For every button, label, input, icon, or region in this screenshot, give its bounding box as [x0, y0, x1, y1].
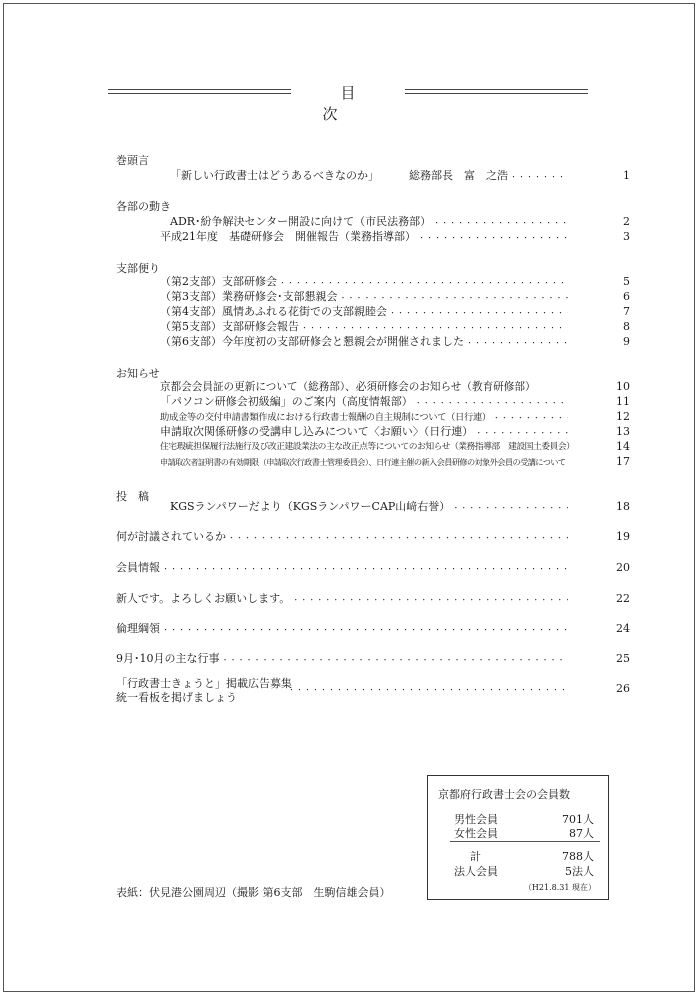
- section-heading-foreword: 巻頭言: [116, 154, 149, 167]
- dot-leader: [475, 425, 568, 440]
- dot-leader: [301, 320, 568, 335]
- entry-author: 総務部長 富 之浩: [409, 169, 508, 182]
- entry-title: 申請取次関係研修の受講申し込みについて〈お願い〉（日行連）: [160, 425, 474, 438]
- toc-entry[interactable]: [160, 320, 630, 334]
- entry-page: 20: [616, 561, 630, 574]
- dot-leader: [292, 592, 568, 607]
- toc-entry[interactable]: [160, 395, 630, 409]
- entry-title: （第2支部）支部研修会: [160, 275, 277, 288]
- dot-leader: [162, 561, 568, 576]
- stat-date-note: （H21.8.31 現在）: [523, 883, 596, 892]
- toc-entry[interactable]: [170, 215, 630, 229]
- toc-title-row: [108, 84, 588, 123]
- toc-entry[interactable]: [160, 455, 630, 469]
- dot-leader: [222, 652, 569, 667]
- stat-row: [454, 863, 594, 879]
- entry-title: （第3支部）業務研修会･支部懇親会: [160, 290, 338, 303]
- entry-page: 25: [616, 652, 630, 665]
- entry-page: 10: [616, 380, 630, 393]
- section-heading-notices: お知らせ: [116, 367, 160, 380]
- entry-title: （第5支部）支部研修会報告: [160, 320, 299, 333]
- dot-leader: [418, 230, 568, 245]
- entry-page: 14: [616, 440, 630, 453]
- stat-value: 87人: [569, 827, 594, 840]
- stat-row: [454, 848, 594, 864]
- entry-page: 9: [623, 335, 630, 348]
- entry-page: 12: [616, 410, 630, 423]
- cover-caption: 表紙：伏見港公園周辺（撮影 第6支部 生駒信雄会員）: [116, 886, 391, 899]
- toc-entry[interactable]: [160, 290, 630, 304]
- entry-page: 17: [616, 455, 630, 468]
- entry-page: 3: [623, 230, 630, 243]
- stat-label: 法人会員: [454, 865, 498, 878]
- entry-page: 26: [616, 682, 630, 695]
- dot-leader: [415, 395, 568, 410]
- entry-title: 新人です。よろしくお願いします。: [116, 592, 291, 605]
- stat-value: 5法人: [565, 865, 594, 878]
- section-heading-branch-news: 支部便り: [116, 262, 160, 275]
- title-rule-right: [405, 89, 588, 94]
- entry-title: 会員情報: [116, 561, 160, 574]
- entry-page: 19: [616, 530, 630, 543]
- toc-entry[interactable]: [160, 440, 630, 454]
- ad-line-2[interactable]: 統一看板を掲げましょう: [116, 691, 237, 704]
- toc-entry[interactable]: [116, 561, 630, 575]
- dot-leader: [433, 215, 568, 230]
- entry-page: 18: [616, 500, 630, 513]
- toc-entry[interactable]: [160, 335, 630, 349]
- toc-entry[interactable]: [116, 530, 630, 544]
- dot-leader: [279, 275, 568, 290]
- toc-entry[interactable]: [160, 305, 630, 319]
- entry-title: ADR･紛争解決センター開設に向けて（市民法務部）: [170, 215, 432, 228]
- dot-leader: [466, 335, 568, 350]
- entry-page: 24: [616, 622, 630, 635]
- ad-line-1[interactable]: 「行政書士きょうと」掲載広告募集: [116, 677, 292, 690]
- entry-title: 平成21年度 基礎研修会 開催報告（業務指導部）: [160, 230, 416, 243]
- entry-page: 5: [623, 275, 630, 288]
- entry-title: KGSランパワーだより（KGSランパワーCAP山﨑右誉）: [170, 500, 451, 513]
- entry-page: 2: [623, 215, 630, 228]
- toc-entry[interactable]: [160, 380, 630, 394]
- section-heading-contributions: 投 稿: [116, 490, 149, 503]
- dot-leader: [493, 410, 568, 425]
- entry-title: 住宅瑕疵担保履行法施行及び改正建設業法の主な改正点等についてのお知らせ（業務指導部 建設国土委員会）: [160, 442, 575, 452]
- entry-page: 7: [623, 305, 630, 318]
- member-count-title: 京都府行政書士会の会員数: [438, 788, 570, 801]
- entry-title: 申請取次者証明書の有効期限（申請取次行政書士管理委員会）、日行連主催の新入会員研修の対象外会員の受講について: [160, 457, 566, 467]
- entry-page: 13: [616, 425, 630, 438]
- dot-leader: [340, 290, 569, 305]
- toc-entry[interactable]: [160, 230, 630, 244]
- stat-divider: [450, 841, 600, 842]
- entry-title: 「新しい行政書士はどうあるべきなのか」: [170, 169, 379, 182]
- entry-title: （第4支部）風情あふれる花街での支部親睦会: [160, 305, 387, 318]
- entry-title: 倫理綱領: [116, 622, 160, 635]
- dot-leader: [389, 305, 568, 320]
- toc-entry[interactable]: [116, 622, 630, 636]
- page-title: 目 次: [322, 84, 494, 123]
- toc-entry[interactable]: [116, 592, 630, 606]
- toc-entry[interactable]: [160, 275, 630, 289]
- dot-leader: [288, 682, 568, 697]
- entry-page: 8: [623, 320, 630, 333]
- entry-title: 何が討議されているか: [116, 530, 226, 543]
- dot-leader: [510, 169, 568, 184]
- dot-leader: [452, 500, 568, 515]
- entry-page: 22: [616, 592, 630, 605]
- entry-title: （第6支部）今年度初の支部研修会と懇親会が開催されました: [160, 335, 464, 348]
- toc-entry[interactable]: [116, 652, 630, 666]
- toc-entry-ad[interactable]: [286, 682, 630, 696]
- stat-label: 女性会員: [454, 827, 498, 840]
- entry-page: 11: [616, 395, 630, 408]
- entry-title: 「パソコン研修会初級編」のご案内（高度情報部）: [160, 395, 413, 408]
- entry-page: 6: [623, 290, 630, 303]
- stat-value: 701人: [562, 813, 594, 826]
- entry-title: 9月･10月の主な行事: [116, 652, 220, 665]
- entry-title: 京都会会員証の更新について（総務部）、必須研修会のお知らせ（教育研修部）: [160, 381, 536, 393]
- toc-entry[interactable]: [160, 425, 630, 439]
- dot-leader: [228, 530, 568, 545]
- toc-entry[interactable]: [160, 410, 630, 424]
- member-count-box: [427, 775, 609, 900]
- toc-entry[interactable]: [170, 169, 630, 183]
- dot-leader: [162, 622, 568, 637]
- section-heading-departments: 各部の動き: [116, 200, 171, 213]
- toc-entry[interactable]: [170, 500, 630, 514]
- stat-label: 男性会員: [454, 813, 498, 826]
- entry-page: 1: [623, 169, 630, 182]
- stat-row: [454, 825, 594, 841]
- stat-label: 計: [470, 850, 481, 863]
- stat-value: 788人: [562, 850, 594, 863]
- entry-title: 助成金等の交付申請書類作成における行政書士報酬の自主規制について（日行連）: [160, 412, 491, 423]
- title-rule-left: [108, 89, 291, 94]
